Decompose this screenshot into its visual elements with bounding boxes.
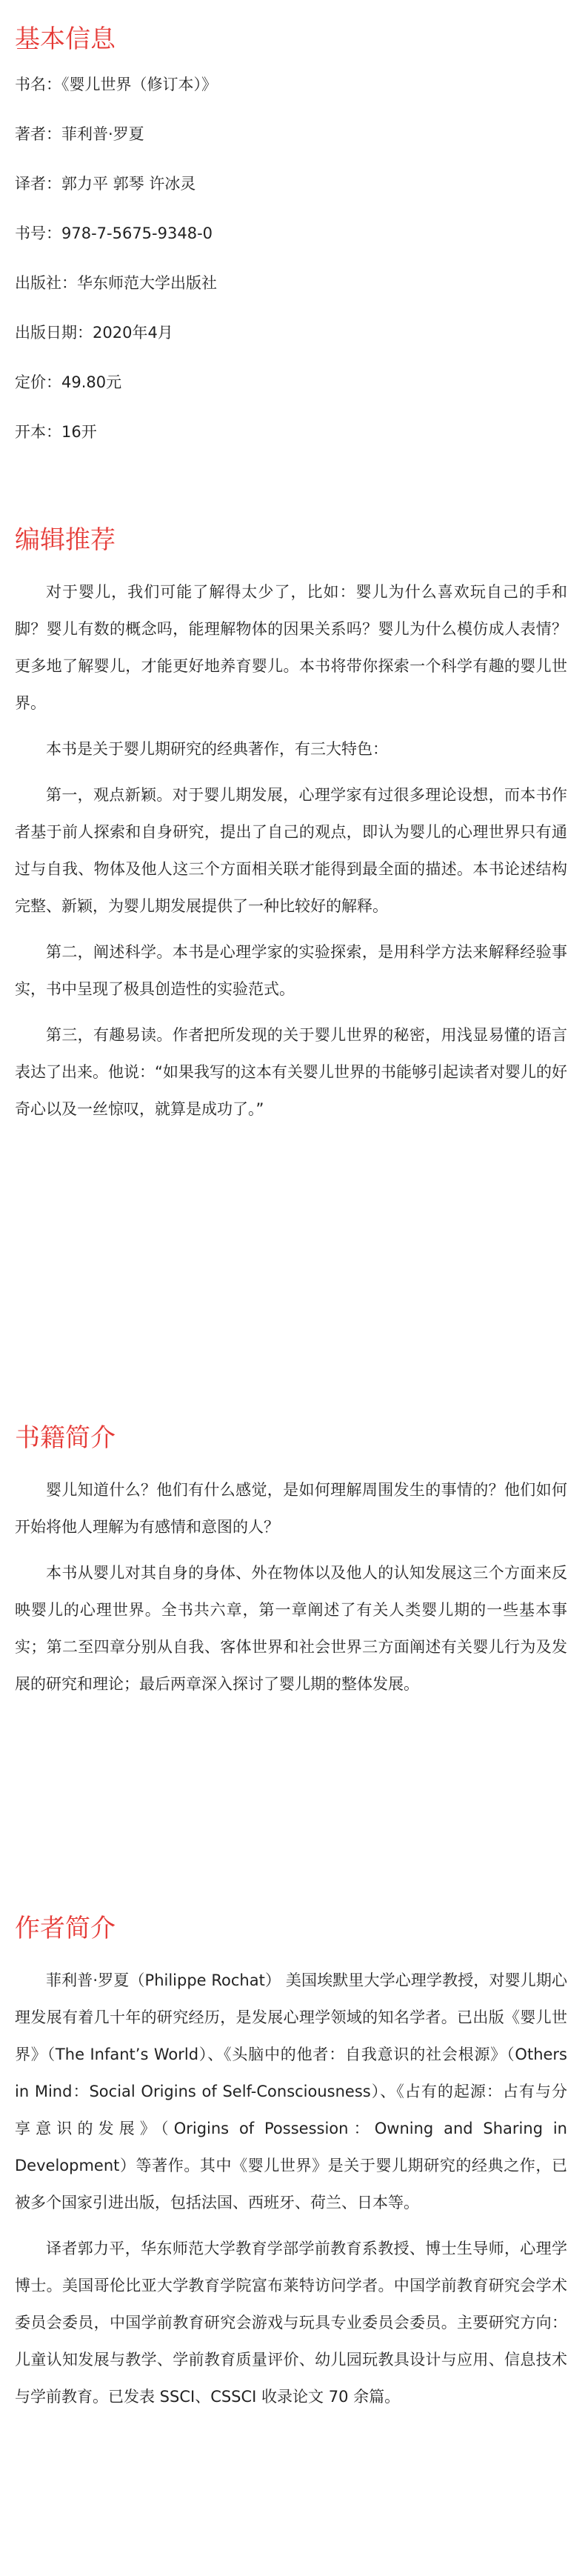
summary-paragraph: 婴儿知道什么？他们有什么感觉，是如何理解周围发生的事情的？他们如何开始将他人理解为有感情和意图的人？	[15, 1481, 567, 1536]
author-intro-section	[15, 1911, 567, 2415]
book-summary-section	[15, 1421, 567, 1911]
info-isbn: 书号：978-7-5675-9348-0	[15, 224, 213, 242]
editor-paragraph: 本书是关于婴儿期研究的经典著作，有三大特色：	[46, 740, 388, 758]
book-summary-heading: 书籍简介	[15, 1423, 116, 1453]
info-publish-date: 出版日期：2020年4月	[15, 324, 173, 342]
translator-paragraph: 译者郭力平，华东师范大学教育学部学前教育系教授、博士生导师，心理学博士。美国哥伦比亚大学教育学院富布莱特访问学者。中国学前教育研究会学术委员会委员，中国学前教育研究会游戏与玩具专业委员会委员。主要研究方向：儿童认知发展与教学、学前教育质量评价、幼儿园玩教具设计与应用、信息技术与学前教育。已发表 SSCI、CSSCI 收录论文 70 余篇。	[15, 2240, 567, 2406]
author-intro-heading: 作者简介	[15, 1914, 116, 1943]
summary-paragraph: 本书从婴儿对其自身的身体、外在物体以及他人的认知发展这三个方面来反映婴儿的心理世界。全书共六章，第一章阐述了有关人类婴儿期的一些基本事实；第二至四章分别从自我、客体世界和社会世界三方面阐述有关婴儿行为及发展的研究和理论；最后两章深入探讨了婴儿期的整体发展。	[15, 1564, 567, 1693]
author-paragraph: 菲利普·罗夏（Philippe Rochat） 美国埃默里大学心理学教授，对婴儿期心理发展有着几十年的研究经历，是发展心理学领域的知名学者。已出版《婴儿世界》（The Infant’s World）、《头脑中的他者：自我意识的社会根源》（Others in Mind：Social Origins of Self-Consciousness）、《占有的起源：占有与分享意识的发展》（Origins of Possession：Owning and Sharing in Development）等著作。其中《婴儿世界》是关于婴儿期研究的经典之作，已被多个国家引进出版，包括法国、西班牙、荷兰、日本等。	[15, 1971, 567, 2211]
info-format: 开本：16开	[15, 423, 97, 441]
info-book-title: 书名：《婴儿世界（修订本）》	[15, 76, 217, 93]
basic-info-section	[15, 22, 567, 523]
editor-paragraph: 第二，阐述科学。本书是心理学家的实验探索，是用科学方法来解释经验事实，书中呈现了极具创造性的实验范式。	[15, 943, 567, 998]
editor-paragraph: 对于婴儿，我们可能了解得太少了，比如：婴儿为什么喜欢玩自己的手和脚？婴儿有数的概念吗，能理解物体的因果关系吗？婴儿为什么模仿成人表情？更多地了解婴儿，才能更好地养育婴儿。本书将带你探索一个科学有趣的婴儿世界。	[15, 583, 567, 712]
info-price: 定价：49.80元	[15, 373, 122, 391]
info-author: 著者：菲利普·罗夏	[15, 125, 144, 143]
info-publisher: 出版社：华东师范大学出版社	[15, 274, 217, 292]
editor-recommendation-section	[15, 523, 567, 1421]
editor-recommendation-heading: 编辑推荐	[15, 525, 116, 555]
editor-paragraph: 第一，观点新颖。对于婴儿期发展，心理学家有过很多理论设想，而本书作者基于前人探索和自身研究，提出了自己的观点，即认为婴儿的心理世界只有通过与自我、物体及他人这三个方面相关联才能得到最全面的描述。本书论述结构完整、新颖，为婴儿期发展提供了一种比较好的解释。	[15, 786, 567, 915]
basic-info-heading: 基本信息	[15, 24, 116, 54]
editor-paragraph: 第三，有趣易读。作者把所发现的关于婴儿世界的秘密，用浅显易懂的语言表达了出来。他说：“如果我写的这本有关婴儿世界的书能够引起读者对婴儿的好奇心以及一丝惊叹，就算是成功了。”	[15, 1026, 567, 1118]
info-translators: 译者：郭力平 郭琴 许冰灵	[15, 175, 196, 193]
